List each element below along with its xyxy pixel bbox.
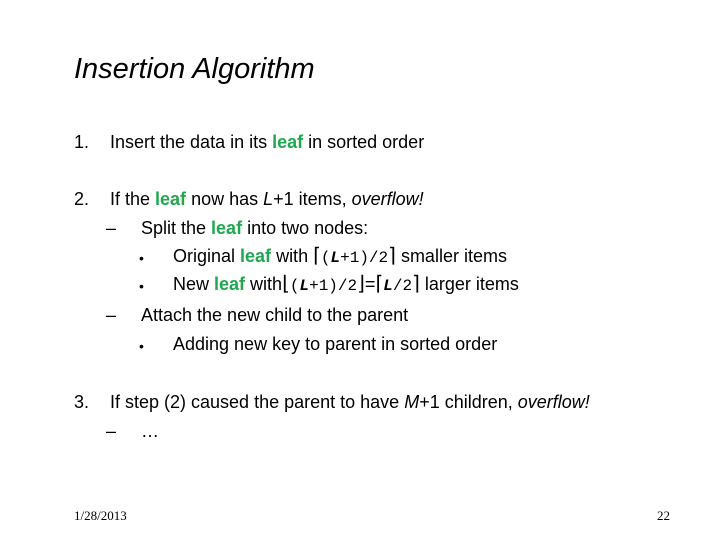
keyword-leaf: leaf [155, 189, 187, 209]
page-number: 22 [657, 508, 670, 523]
dash-marker: – [106, 421, 117, 441]
bullet-text: New leaf with⌊(L+1)/2⌋=⌈L/2⌉ larger items [173, 273, 519, 295]
step-text: If the leaf now has L+1 items, overflow! [110, 189, 424, 209]
step-number: 2. [74, 189, 90, 209]
bullet-text: Adding new key to parent in sorted order [173, 334, 498, 354]
ceiling-close: ⌉ [412, 273, 420, 295]
step-number: 3. [74, 392, 90, 412]
keyword-leaf: leaf [211, 218, 243, 238]
bullet-marker: • [139, 250, 144, 266]
dash-marker: – [106, 218, 117, 238]
keyword-leaf: leaf [240, 246, 272, 266]
overflow-text: overflow! [517, 392, 590, 412]
step-text: If step (2) caused the parent to have M+1 children, overflow! [110, 392, 590, 412]
bullet-marker: • [139, 278, 144, 294]
floor-open: ⌊ [282, 273, 290, 295]
slide-title: Insertion Algorithm [74, 53, 315, 85]
ceiling-close: ⌉ [388, 245, 396, 267]
sub-text: Attach the new child to the parent [141, 305, 409, 325]
step-number: 1. [74, 132, 90, 152]
keyword-leaf: leaf [272, 132, 304, 152]
slide-date: 1/28/2013 [74, 508, 127, 523]
ceiling-open: ⌈ [313, 245, 321, 267]
overflow-text: overflow! [351, 189, 424, 209]
step-text: Insert the data in its leaf in sorted order [110, 132, 425, 152]
keyword-leaf: leaf [214, 274, 246, 294]
sub-text: Split the leaf into two nodes: [141, 218, 369, 238]
floor-close: ⌋ [357, 273, 365, 295]
ellipsis-text: … [141, 421, 159, 441]
bullet-marker: • [139, 338, 144, 354]
dash-marker: – [106, 305, 117, 325]
ceiling-open: ⌈ [375, 273, 384, 295]
bullet-text: Original leaf with ⌈(L+1)/2⌉ smaller items [173, 245, 507, 267]
